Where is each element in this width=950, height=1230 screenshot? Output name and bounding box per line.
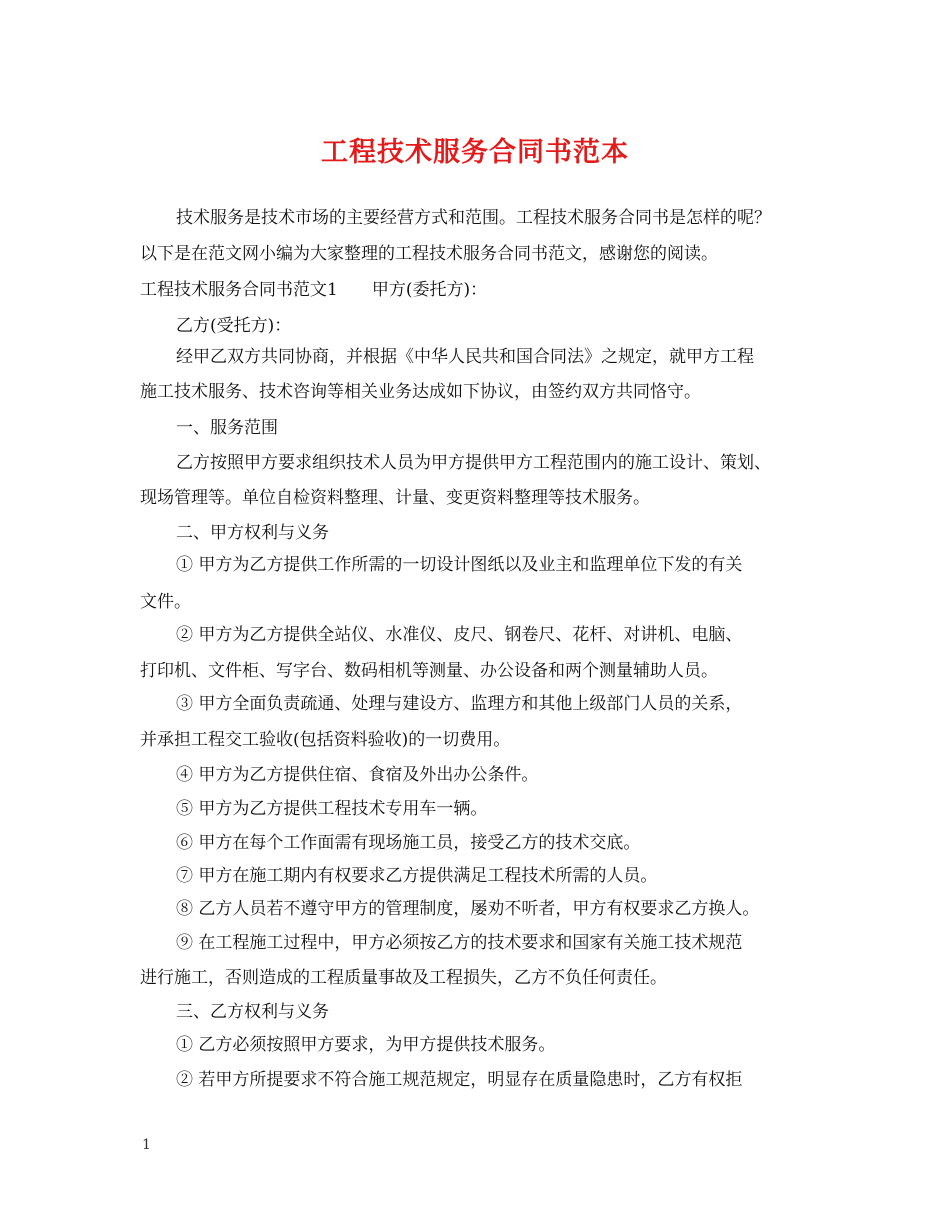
list-item-line: ④ 甲方为乙方提供住宿、食宿及外出办公条件。 [176,765,539,785]
list-item-line: 并承担工程交工验收(包括资料验收)的一切费用。 [140,730,511,750]
list-item-line: ⑨ 在工程施工过程中，甲方必须按乙方的技术要求和国家有关施工技术规范 [176,933,743,953]
paragraph-line: 以下是在范文网小编为大家整理的工程技术服务合同书范文，感谢您的阅读。 [140,244,718,264]
list-item-line: 打印机、文件柜、写字台、数码相机等测量、办公设备和两个测量辅助人员。 [140,661,718,681]
list-item-line: ⑧ 乙方人员若不遵守甲方的管理制度，屡劝不听者，甲方有权要求乙方换人。 [176,899,760,919]
paragraph-line: 现场管理等。单位自检资料整理、计量、变更资料整理等技术服务。 [140,488,650,508]
list-item-line: ⑤ 甲方为乙方提供工程技术专用车一辆。 [176,799,488,819]
paragraph-line: 技术服务是技术市场的主要经营方式和范围。工程技术服务合同书是怎样的呢？ [176,208,771,228]
paragraph-line: 乙方按照甲方要求组织技术人员为甲方提供甲方工程范围内的施工设计、策划、 [176,453,771,473]
list-item-line: ③ 甲方全面负责疏通、处理与建设方、监理方和其他上级部门人员的关系， [176,694,743,714]
list-item-line: ⑥ 甲方在每个工作面需有现场施工员，接受乙方的技术交底。 [176,833,641,853]
list-item-line: ② 甲方为乙方提供全站仪、水准仪、皮尺、钢卷尺、花杆、对讲机、电脑、 [176,625,743,645]
section-heading: 三、乙方权利与义务 [176,1002,329,1022]
paragraph-line: 乙方(受托方)： [176,316,292,336]
paragraph-line: 施工技术服务、技术咨询等相关业务达成如下协议，由签约双方共同恪守。 [140,382,701,402]
list-item-line: ② 若甲方所提要求不符合施工规范规定，明显存在质量隐患时，乙方有权拒 [176,1070,743,1090]
paragraph-line: 工程技术服务合同书范文1 甲方(委托方)： [140,280,488,300]
list-item-line: ① 甲方为乙方提供工作所需的一切设计图纸以及业主和监理单位下发的有关 [176,555,743,575]
paragraph-line: 经甲乙双方共同协商，并根据《中华人民共和国合同法》之规定，就甲方工程 [176,347,754,367]
list-item-line: 文件。 [140,592,191,612]
section-heading: 二、甲方权利与义务 [176,523,329,543]
section-heading: 一、服务范围 [176,418,278,438]
list-item-line: ⑦ 甲方在施工期内有权要求乙方提供满足工程技术所需的人员。 [176,866,658,886]
list-item-line: 进行施工，否则造成的工程质量事故及工程损失，乙方不负任何责任。 [140,968,667,988]
page-number: 1 [142,1137,151,1153]
list-item-line: ① 乙方必须按照甲方要求，为甲方提供技术服务。 [176,1035,556,1055]
document-title: 工程技术服务合同书范本 [321,137,629,168]
